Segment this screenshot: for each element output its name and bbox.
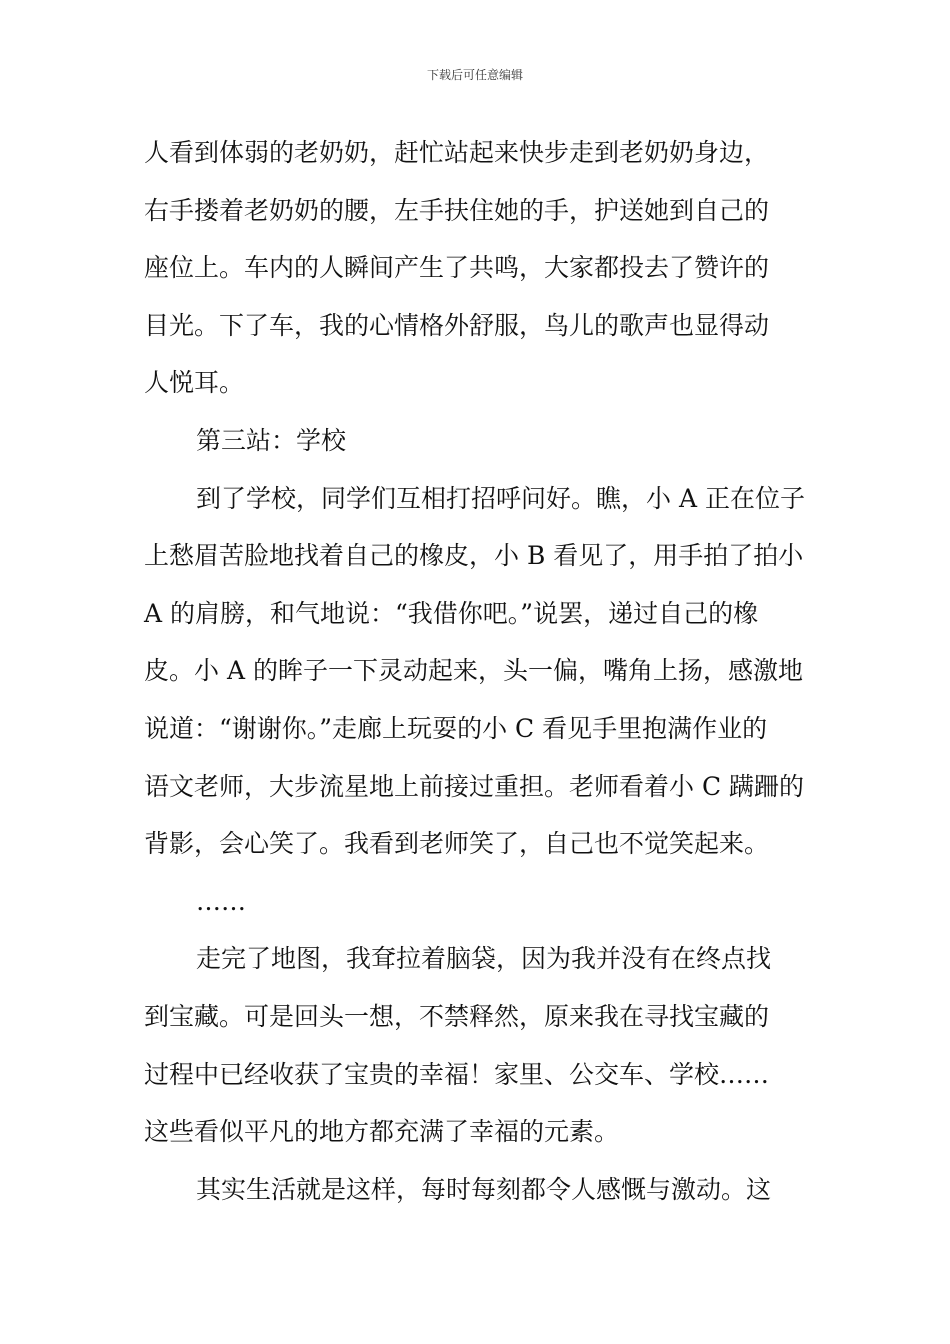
- text-line: 上愁眉苦脸地找着自己的橡皮，小 B 看见了，用手拍了拍小: [144, 541, 804, 571]
- ellipsis-line: ……: [196, 886, 246, 916]
- text-line: 到宝藏。可是回头一想，不禁释然，原来我在寻找宝藏的: [144, 1001, 770, 1031]
- text-line: 到了学校，同学们互相打招呼问好。瞧，小 A 正在位子: [196, 483, 805, 513]
- text-line: 人看到体弱的老奶奶，赶忙站起来快步走到老奶奶身边，: [144, 138, 770, 167]
- text-line: 人悦耳。: [144, 368, 245, 398]
- text-line: A 的肩膀，和气地说：“我借你吧。”说罢，递过自己的橡: [144, 598, 759, 628]
- text-line: 皮。小 A 的眸子一下灵动起来，头一偏，嘴角上扬，感激地: [144, 656, 803, 686]
- page-header: 下载后可任意编辑: [426, 68, 523, 82]
- section-heading: 第三站：学校: [196, 425, 347, 455]
- text-line: 其实生活就是这样，每时每刻都令人感慨与激动。这: [196, 1174, 772, 1204]
- text-line: 语文老师，大步流星地上前接过重担。老师看着小 C 蹒跚的: [144, 771, 805, 801]
- text-line: 背影，会心笑了。我看到老师笑了，自己也不觉笑起来。: [144, 829, 770, 859]
- document-body: [144, 124, 808, 1218]
- text-line: 目光。下了车，我的心情格外舒服，鸟儿的歌声也显得动: [144, 310, 770, 340]
- text-line: 过程中已经收获了宝贵的幸福！家里、公交车、学校……: [144, 1059, 770, 1089]
- text-line: 走完了地图，我耷拉着脑袋，因为我并没有在终点找: [196, 944, 772, 974]
- text-line: 右手搂着老奶奶的腰，左手扶住她的手，护送她到自己的: [144, 195, 770, 225]
- text-line: 座位上。车内的人瞬间产生了共鸣，大家都投去了赞许的: [144, 253, 770, 283]
- text-line: 说道：“谢谢你。”走廊上玩耍的小 C 看见手里抱满作业的: [144, 713, 768, 743]
- text-line: 这些看似平凡的地方都充满了幸福的元素。: [144, 1117, 620, 1147]
